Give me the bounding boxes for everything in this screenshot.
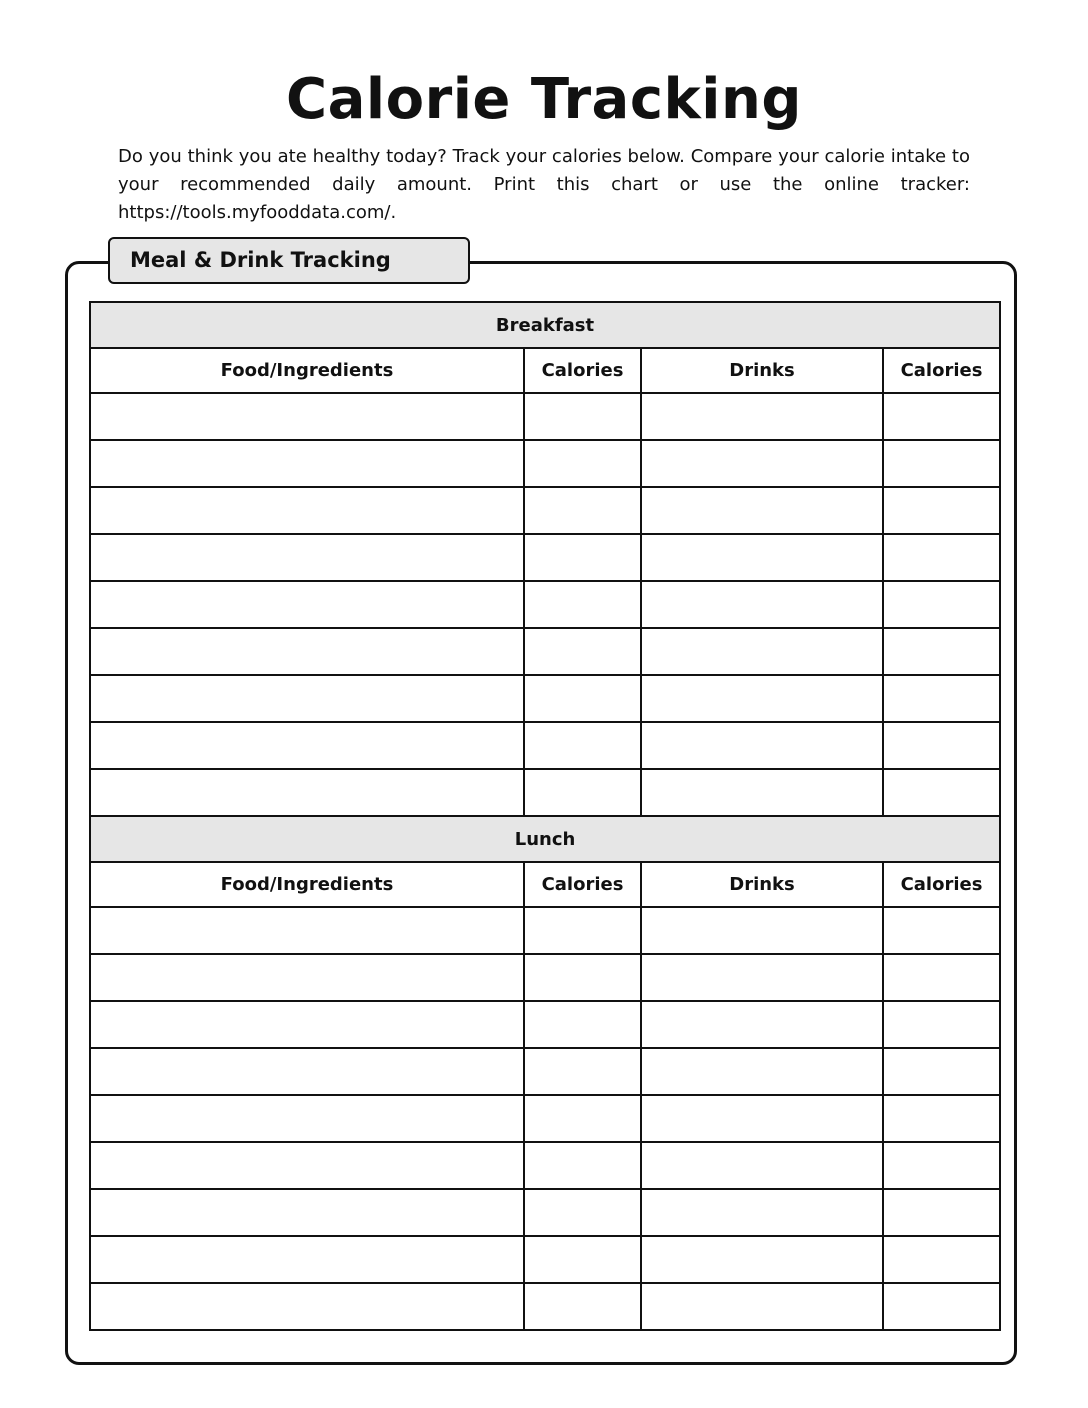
section-row xyxy=(90,302,1000,348)
column-header: Calories xyxy=(883,348,1000,393)
food-cell[interactable] xyxy=(90,769,524,816)
food-calories-cell[interactable] xyxy=(524,581,641,628)
column-header-row xyxy=(90,862,1000,907)
food-cell[interactable] xyxy=(90,534,524,581)
column-header: Food/Ingredients xyxy=(90,862,524,907)
food-calories-cell[interactable] xyxy=(524,1236,641,1283)
drink-calories-cell[interactable] xyxy=(883,907,1000,954)
drink-cell[interactable] xyxy=(641,487,883,534)
food-cell[interactable] xyxy=(90,487,524,534)
table-row xyxy=(90,907,1000,954)
food-calories-cell[interactable] xyxy=(524,1001,641,1048)
meal-drink-table xyxy=(89,301,1001,1331)
food-calories-cell[interactable] xyxy=(524,1142,641,1189)
table-row xyxy=(90,628,1000,675)
food-calories-cell[interactable] xyxy=(524,722,641,769)
drink-cell[interactable] xyxy=(641,581,883,628)
food-calories-cell[interactable] xyxy=(524,534,641,581)
drink-calories-cell[interactable] xyxy=(883,954,1000,1001)
drink-cell[interactable] xyxy=(641,628,883,675)
drink-cell[interactable] xyxy=(641,722,883,769)
table-row xyxy=(90,1142,1000,1189)
table-row xyxy=(90,1048,1000,1095)
drink-cell[interactable] xyxy=(641,440,883,487)
column-header: Calories xyxy=(524,862,641,907)
food-calories-cell[interactable] xyxy=(524,675,641,722)
section-title: Lunch xyxy=(90,816,1000,862)
table-row xyxy=(90,675,1000,722)
table-row xyxy=(90,440,1000,487)
food-calories-cell[interactable] xyxy=(524,1048,641,1095)
food-cell[interactable] xyxy=(90,628,524,675)
drink-cell[interactable] xyxy=(641,1189,883,1236)
drink-calories-cell[interactable] xyxy=(883,581,1000,628)
drink-cell[interactable] xyxy=(641,534,883,581)
drink-calories-cell[interactable] xyxy=(883,675,1000,722)
food-cell[interactable] xyxy=(90,1048,524,1095)
food-calories-cell[interactable] xyxy=(524,1095,641,1142)
section-title: Breakfast xyxy=(90,302,1000,348)
food-calories-cell[interactable] xyxy=(524,1189,641,1236)
page-title: Calorie Tracking xyxy=(286,67,802,132)
table-row xyxy=(90,487,1000,534)
table-row xyxy=(90,954,1000,1001)
drink-cell[interactable] xyxy=(641,1142,883,1189)
food-cell[interactable] xyxy=(90,1001,524,1048)
food-calories-cell[interactable] xyxy=(524,907,641,954)
column-header: Food/Ingredients xyxy=(90,348,524,393)
food-calories-cell[interactable] xyxy=(524,628,641,675)
column-header-row xyxy=(90,348,1000,393)
drink-calories-cell[interactable] xyxy=(883,1189,1000,1236)
food-cell[interactable] xyxy=(90,393,524,440)
drink-calories-cell[interactable] xyxy=(883,722,1000,769)
intro-text: Do you think you ate healthy today? Track your calories below. Compare your calorie intake to your recommended daily amount. Print this chart or use the online tracker: https://tools.myfooddata.com/. xyxy=(118,146,970,223)
food-calories-cell[interactable] xyxy=(524,487,641,534)
column-header: Calories xyxy=(524,348,641,393)
table-row xyxy=(90,1095,1000,1142)
column-header: Drinks xyxy=(641,348,883,393)
food-cell[interactable] xyxy=(90,675,524,722)
food-cell[interactable] xyxy=(90,954,524,1001)
table-row xyxy=(90,393,1000,440)
food-cell[interactable] xyxy=(90,1142,524,1189)
drink-calories-cell[interactable] xyxy=(883,1001,1000,1048)
drink-calories-cell[interactable] xyxy=(883,440,1000,487)
column-header: Drinks xyxy=(641,862,883,907)
drink-calories-cell[interactable] xyxy=(883,628,1000,675)
food-cell[interactable] xyxy=(90,907,524,954)
food-cell[interactable] xyxy=(90,1189,524,1236)
table-row xyxy=(90,769,1000,816)
food-cell[interactable] xyxy=(90,1095,524,1142)
drink-calories-cell[interactable] xyxy=(883,1095,1000,1142)
drink-calories-cell[interactable] xyxy=(883,1048,1000,1095)
food-calories-cell[interactable] xyxy=(524,393,641,440)
food-calories-cell[interactable] xyxy=(524,769,641,816)
drink-cell[interactable] xyxy=(641,769,883,816)
table-row xyxy=(90,1283,1000,1330)
drink-cell[interactable] xyxy=(641,954,883,1001)
drink-cell[interactable] xyxy=(641,1283,883,1330)
food-calories-cell[interactable] xyxy=(524,954,641,1001)
drink-calories-cell[interactable] xyxy=(883,1142,1000,1189)
table-row xyxy=(90,1001,1000,1048)
table-row xyxy=(90,534,1000,581)
table-row xyxy=(90,1236,1000,1283)
food-calories-cell[interactable] xyxy=(524,440,641,487)
table-row xyxy=(90,722,1000,769)
drink-calories-cell[interactable] xyxy=(883,769,1000,816)
food-cell[interactable] xyxy=(90,581,524,628)
drink-cell[interactable] xyxy=(641,1048,883,1095)
table-row xyxy=(90,1189,1000,1236)
drink-cell[interactable] xyxy=(641,1095,883,1142)
food-cell[interactable] xyxy=(90,440,524,487)
table-row xyxy=(90,581,1000,628)
drink-cell[interactable] xyxy=(641,1236,883,1283)
drink-cell[interactable] xyxy=(641,907,883,954)
section-row xyxy=(90,816,1000,862)
food-cell[interactable] xyxy=(90,1236,524,1283)
drink-calories-cell[interactable] xyxy=(883,1283,1000,1330)
drink-cell[interactable] xyxy=(641,393,883,440)
food-cell[interactable] xyxy=(90,1283,524,1330)
drink-calories-cell[interactable] xyxy=(883,393,1000,440)
drink-cell[interactable] xyxy=(641,675,883,722)
food-calories-cell[interactable] xyxy=(524,1283,641,1330)
drink-cell[interactable] xyxy=(641,1001,883,1048)
drink-calories-cell[interactable] xyxy=(883,487,1000,534)
drink-calories-cell[interactable] xyxy=(883,1236,1000,1283)
column-header: Calories xyxy=(883,862,1000,907)
drink-calories-cell[interactable] xyxy=(883,534,1000,581)
food-cell[interactable] xyxy=(90,722,524,769)
tracking-heading: Meal & Drink Tracking xyxy=(108,237,470,284)
